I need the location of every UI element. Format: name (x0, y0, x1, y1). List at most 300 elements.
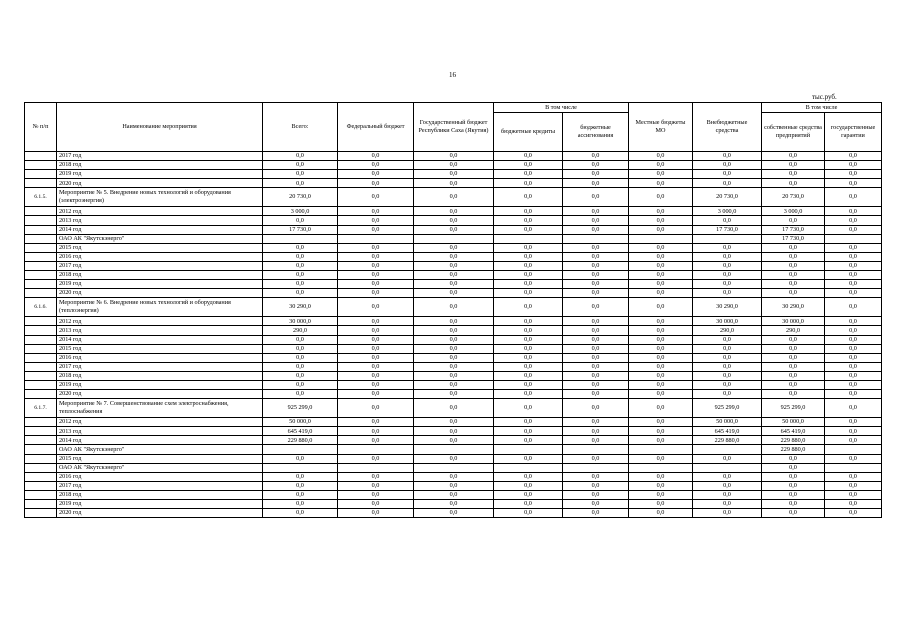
row-value: 0,0 (414, 188, 494, 207)
row-value: 0,0 (414, 152, 494, 161)
row-name: 2018 год (57, 490, 263, 499)
row-value: 0,0 (263, 161, 338, 170)
row-value: 30 290,0 (762, 298, 825, 317)
row-value: 17 730,0 (263, 225, 338, 234)
row-value: 0,0 (693, 271, 762, 280)
row-value: 0,0 (762, 481, 825, 490)
row-number (25, 152, 57, 161)
row-value: 0,0 (414, 261, 494, 270)
row-value: 0,0 (414, 243, 494, 252)
row-value: 0,0 (762, 509, 825, 518)
row-value: 30 000,0 (263, 317, 338, 326)
row-value: 0,0 (414, 436, 494, 445)
row-value: 0,0 (762, 390, 825, 399)
row-value: 0,0 (414, 500, 494, 509)
row-name: 2014 год (57, 436, 263, 445)
row-value (494, 234, 563, 243)
row-value: 0,0 (762, 463, 825, 472)
row-value: 229 880,0 (263, 436, 338, 445)
row-value: 0,0 (338, 472, 414, 481)
row-value: 0,0 (629, 353, 693, 362)
table-row (25, 152, 882, 161)
row-value: 0,0 (762, 179, 825, 188)
row-value: 0,0 (693, 252, 762, 261)
row-number (25, 252, 57, 261)
row-value: 0,0 (263, 472, 338, 481)
header-local: Местные бюджеты МО (629, 103, 693, 152)
row-value: 0,0 (414, 179, 494, 188)
row-value: 0,0 (563, 243, 629, 252)
row-value: 0,0 (563, 161, 629, 170)
row-value (563, 234, 629, 243)
row-number (25, 207, 57, 216)
row-value: 0,0 (563, 454, 629, 463)
row-number (25, 454, 57, 463)
row-value: 0,0 (563, 326, 629, 335)
row-value: 0,0 (338, 509, 414, 518)
row-name: 2016 год (57, 353, 263, 362)
row-value (414, 234, 494, 243)
row-value: 0,0 (494, 390, 563, 399)
row-value: 0,0 (563, 252, 629, 261)
row-name: 2012 год (57, 207, 263, 216)
row-number (25, 427, 57, 436)
row-value: 0,0 (338, 225, 414, 234)
row-value: 0,0 (414, 380, 494, 389)
row-value (414, 463, 494, 472)
row-value: 0,0 (338, 335, 414, 344)
row-name: 2013 год (57, 326, 263, 335)
row-value (825, 445, 882, 454)
row-value: 0,0 (762, 243, 825, 252)
row-value: 0,0 (414, 427, 494, 436)
row-number (25, 353, 57, 362)
row-name: ОАО АК "Якутскэнерго" (57, 445, 263, 454)
row-value: 0,0 (563, 271, 629, 280)
row-number (25, 371, 57, 380)
row-value: 0,0 (338, 280, 414, 289)
table-row (25, 317, 882, 326)
row-value: 0,0 (494, 207, 563, 216)
row-number (25, 225, 57, 234)
header-credits: бюджетные кредиты (494, 113, 563, 152)
row-value: 0,0 (494, 509, 563, 518)
row-value (494, 463, 563, 472)
row-value: 0,0 (414, 399, 494, 418)
row-value: 0,0 (494, 271, 563, 280)
row-value: 50 000,0 (693, 418, 762, 427)
row-name: 2020 год (57, 390, 263, 399)
row-value: 0,0 (414, 271, 494, 280)
row-value: 0,0 (693, 509, 762, 518)
row-number (25, 390, 57, 399)
row-value: 0,0 (338, 152, 414, 161)
table-row (25, 335, 882, 344)
row-value: 0,0 (825, 170, 882, 179)
row-value: 30 000,0 (693, 317, 762, 326)
row-value: 0,0 (762, 371, 825, 380)
row-value: 0,0 (693, 353, 762, 362)
row-value: 0,0 (825, 335, 882, 344)
row-value: 0,0 (629, 454, 693, 463)
row-value: 0,0 (263, 179, 338, 188)
row-value: 0,0 (494, 353, 563, 362)
row-value: 0,0 (762, 454, 825, 463)
row-number (25, 317, 57, 326)
unit-label: тыс.руб. (812, 93, 837, 101)
row-value: 0,0 (825, 298, 882, 317)
row-value: 0,0 (263, 216, 338, 225)
row-value: 0,0 (414, 225, 494, 234)
row-number (25, 490, 57, 499)
row-value: 925 299,0 (263, 399, 338, 418)
row-value: 0,0 (693, 170, 762, 179)
row-value: 0,0 (693, 243, 762, 252)
row-value: 20 730,0 (693, 188, 762, 207)
row-value: 0,0 (693, 371, 762, 380)
row-value: 0,0 (338, 326, 414, 335)
row-value (693, 463, 762, 472)
row-value: 0,0 (693, 289, 762, 298)
row-value: 0,0 (629, 261, 693, 270)
table-row (25, 234, 882, 243)
header-group-budget: В том числе (494, 103, 629, 113)
row-value: 0,0 (563, 344, 629, 353)
row-value (263, 234, 338, 243)
table-row (25, 445, 882, 454)
row-value (263, 463, 338, 472)
row-name: 2019 год (57, 380, 263, 389)
row-value (563, 463, 629, 472)
row-value: 0,0 (494, 261, 563, 270)
row-value: 0,0 (494, 188, 563, 207)
row-value: 0,0 (693, 216, 762, 225)
row-name: ОАО АК "Якутскэнерго" (57, 463, 263, 472)
row-value: 0,0 (338, 289, 414, 298)
row-value: 0,0 (263, 152, 338, 161)
row-value: 0,0 (563, 152, 629, 161)
row-value: 0,0 (629, 252, 693, 261)
row-value: 0,0 (693, 335, 762, 344)
row-value: 30 000,0 (762, 317, 825, 326)
row-name: 2017 год (57, 261, 263, 270)
row-value: 0,0 (414, 472, 494, 481)
row-value: 30 290,0 (263, 298, 338, 317)
row-value: 0,0 (629, 362, 693, 371)
row-value: 0,0 (762, 152, 825, 161)
header-group-extra: В том числе (762, 103, 882, 113)
row-value: 0,0 (563, 289, 629, 298)
header-state: Государственный бюджет Республики Саха (Якутия) (414, 103, 494, 152)
header-num: № п/п (25, 103, 57, 152)
row-value: 0,0 (338, 390, 414, 399)
row-value: 0,0 (629, 500, 693, 509)
row-value: 0,0 (825, 472, 882, 481)
row-value (338, 463, 414, 472)
row-value: 0,0 (693, 500, 762, 509)
row-value: 0,0 (338, 261, 414, 270)
header-row (25, 103, 882, 113)
row-value: 0,0 (263, 390, 338, 399)
row-value: 0,0 (629, 243, 693, 252)
row-value: 0,0 (414, 161, 494, 170)
row-value: 0,0 (414, 170, 494, 179)
row-value (338, 445, 414, 454)
row-name: 2018 год (57, 161, 263, 170)
row-value: 0,0 (494, 362, 563, 371)
row-value: 0,0 (629, 472, 693, 481)
row-value: 0,0 (338, 216, 414, 225)
row-value: 0,0 (693, 344, 762, 353)
row-value: 0,0 (563, 317, 629, 326)
table-row (25, 500, 882, 509)
row-value: 0,0 (825, 179, 882, 188)
row-value: 0,0 (762, 353, 825, 362)
row-name: 2020 год (57, 289, 263, 298)
row-value: 0,0 (338, 170, 414, 179)
row-value: 17 730,0 (762, 225, 825, 234)
row-number: 6.1.7. (25, 399, 57, 418)
row-value: 0,0 (629, 344, 693, 353)
row-value: 0,0 (762, 380, 825, 389)
row-value: 17 730,0 (762, 234, 825, 243)
row-value: 0,0 (563, 427, 629, 436)
row-value: 0,0 (693, 261, 762, 270)
table-row (25, 472, 882, 481)
row-value: 0,0 (825, 188, 882, 207)
row-value: 0,0 (629, 188, 693, 207)
row-number: 6.1.5. (25, 188, 57, 207)
row-value: 0,0 (494, 252, 563, 261)
row-value: 0,0 (693, 472, 762, 481)
row-value: 0,0 (563, 500, 629, 509)
row-value: 0,0 (629, 289, 693, 298)
row-number (25, 481, 57, 490)
row-name: 2013 год (57, 216, 263, 225)
row-number (25, 335, 57, 344)
table-row (25, 170, 882, 179)
row-value: 0,0 (563, 380, 629, 389)
row-value: 0,0 (494, 427, 563, 436)
row-value: 0,0 (263, 490, 338, 499)
row-value: 229 880,0 (762, 436, 825, 445)
row-name: 2020 год (57, 179, 263, 188)
row-value: 0,0 (825, 353, 882, 362)
row-value: 0,0 (338, 243, 414, 252)
row-value: 0,0 (338, 481, 414, 490)
row-value: 20 730,0 (762, 188, 825, 207)
row-name: 2014 год (57, 335, 263, 344)
row-value: 645 419,0 (263, 427, 338, 436)
row-name: 2016 год (57, 252, 263, 261)
row-value: 0,0 (629, 427, 693, 436)
row-value: 0,0 (414, 509, 494, 518)
row-value: 0,0 (825, 436, 882, 445)
row-value: 0,0 (263, 170, 338, 179)
row-name: 2014 год (57, 225, 263, 234)
row-value: 0,0 (338, 399, 414, 418)
table-row (25, 353, 882, 362)
row-value: 0,0 (629, 179, 693, 188)
row-value: 0,0 (414, 298, 494, 317)
table-row (25, 225, 882, 234)
row-value: 0,0 (629, 298, 693, 317)
row-name: 2018 год (57, 271, 263, 280)
row-value: 0,0 (825, 390, 882, 399)
row-value: 0,0 (629, 399, 693, 418)
row-name: Мероприятие № 7. Совершенствование схем электроснабжения, теплоснабжения (57, 399, 263, 418)
row-value: 0,0 (693, 161, 762, 170)
row-value: 0,0 (338, 179, 414, 188)
table-row (25, 481, 882, 490)
row-value: 290,0 (762, 326, 825, 335)
row-value: 0,0 (263, 371, 338, 380)
row-name: 2019 год (57, 170, 263, 179)
row-number (25, 289, 57, 298)
row-value (825, 463, 882, 472)
row-value: 20 730,0 (263, 188, 338, 207)
row-value: 0,0 (494, 490, 563, 499)
row-value: 0,0 (629, 481, 693, 490)
row-value: 0,0 (563, 436, 629, 445)
row-name: 2020 год (57, 509, 263, 518)
row-value: 0,0 (494, 152, 563, 161)
row-value: 0,0 (629, 390, 693, 399)
row-number (25, 179, 57, 188)
row-value: 0,0 (338, 418, 414, 427)
row-name: 2015 год (57, 243, 263, 252)
row-value: 0,0 (414, 418, 494, 427)
table-row (25, 188, 882, 207)
table-row (25, 271, 882, 280)
row-number (25, 234, 57, 243)
row-value: 0,0 (825, 317, 882, 326)
row-value: 0,0 (414, 454, 494, 463)
row-name: 2019 год (57, 280, 263, 289)
row-value: 0,0 (263, 252, 338, 261)
row-value: 0,0 (762, 261, 825, 270)
row-name: 2012 год (57, 418, 263, 427)
table-row (25, 179, 882, 188)
row-name: 2018 год (57, 371, 263, 380)
budget-table (24, 102, 882, 518)
row-name: 2017 год (57, 152, 263, 161)
row-value: 0,0 (414, 289, 494, 298)
row-value: 0,0 (563, 481, 629, 490)
row-value: 0,0 (414, 326, 494, 335)
row-name: 2017 год (57, 362, 263, 371)
row-value: 0,0 (825, 225, 882, 234)
row-value: 0,0 (263, 362, 338, 371)
row-value: 0,0 (494, 298, 563, 317)
row-value: 0,0 (263, 289, 338, 298)
row-name: 2013 год (57, 427, 263, 436)
row-value: 0,0 (338, 161, 414, 170)
table-row (25, 436, 882, 445)
row-number (25, 243, 57, 252)
row-value: 3 000,0 (762, 207, 825, 216)
row-value: 0,0 (494, 317, 563, 326)
row-value: 0,0 (762, 161, 825, 170)
table-row (25, 362, 882, 371)
row-value: 0,0 (563, 399, 629, 418)
row-value: 0,0 (629, 335, 693, 344)
row-value: 0,0 (825, 289, 882, 298)
row-value: 0,0 (338, 344, 414, 353)
row-value: 0,0 (414, 371, 494, 380)
row-value: 0,0 (494, 454, 563, 463)
row-number: 6.1.6. (25, 298, 57, 317)
row-value: 0,0 (693, 490, 762, 499)
row-value: 0,0 (338, 371, 414, 380)
row-number (25, 436, 57, 445)
row-value: 0,0 (825, 243, 882, 252)
table-row (25, 326, 882, 335)
table-body (25, 152, 882, 518)
row-value: 0,0 (338, 427, 414, 436)
row-value: 0,0 (338, 436, 414, 445)
row-value: 0,0 (414, 353, 494, 362)
row-value: 0,0 (629, 509, 693, 518)
page-number: 16 (449, 71, 456, 79)
row-value: 0,0 (563, 390, 629, 399)
row-value: 0,0 (414, 280, 494, 289)
row-value: 0,0 (263, 344, 338, 353)
row-value (263, 445, 338, 454)
row-name: Мероприятие № 6. Внедрение новых технологий и оборудования (теплоэнергия) (57, 298, 263, 317)
header-own: собственные средства предприятий (762, 113, 825, 152)
row-value: 0,0 (563, 418, 629, 427)
row-value: 0,0 (563, 170, 629, 179)
row-value: 0,0 (762, 280, 825, 289)
row-value: 0,0 (825, 509, 882, 518)
table-row (25, 390, 882, 399)
row-value: 0,0 (563, 371, 629, 380)
row-value: 0,0 (825, 371, 882, 380)
row-name: 2015 год (57, 454, 263, 463)
row-value: 0,0 (762, 271, 825, 280)
row-number (25, 380, 57, 389)
row-value: 0,0 (494, 436, 563, 445)
row-value: 0,0 (263, 380, 338, 389)
table-row (25, 380, 882, 389)
row-value (693, 234, 762, 243)
row-value: 0,0 (762, 252, 825, 261)
row-number (25, 344, 57, 353)
row-value: 0,0 (494, 481, 563, 490)
row-name: 2016 год (57, 472, 263, 481)
row-value: 0,0 (263, 481, 338, 490)
row-value: 0,0 (263, 454, 338, 463)
row-value: 0,0 (263, 500, 338, 509)
row-number (25, 500, 57, 509)
table-row (25, 509, 882, 518)
row-number (25, 280, 57, 289)
row-value: 0,0 (494, 170, 563, 179)
row-value: 645 419,0 (693, 427, 762, 436)
row-value: 0,0 (563, 472, 629, 481)
row-value: 0,0 (825, 490, 882, 499)
row-value: 0,0 (338, 271, 414, 280)
row-value: 0,0 (629, 207, 693, 216)
row-value: 0,0 (825, 252, 882, 261)
row-value: 0,0 (629, 225, 693, 234)
header-federal: Федеральный бюджет (338, 103, 414, 152)
row-value: 0,0 (629, 371, 693, 380)
row-value: 0,0 (338, 362, 414, 371)
row-value: 290,0 (693, 326, 762, 335)
row-value: 0,0 (563, 216, 629, 225)
